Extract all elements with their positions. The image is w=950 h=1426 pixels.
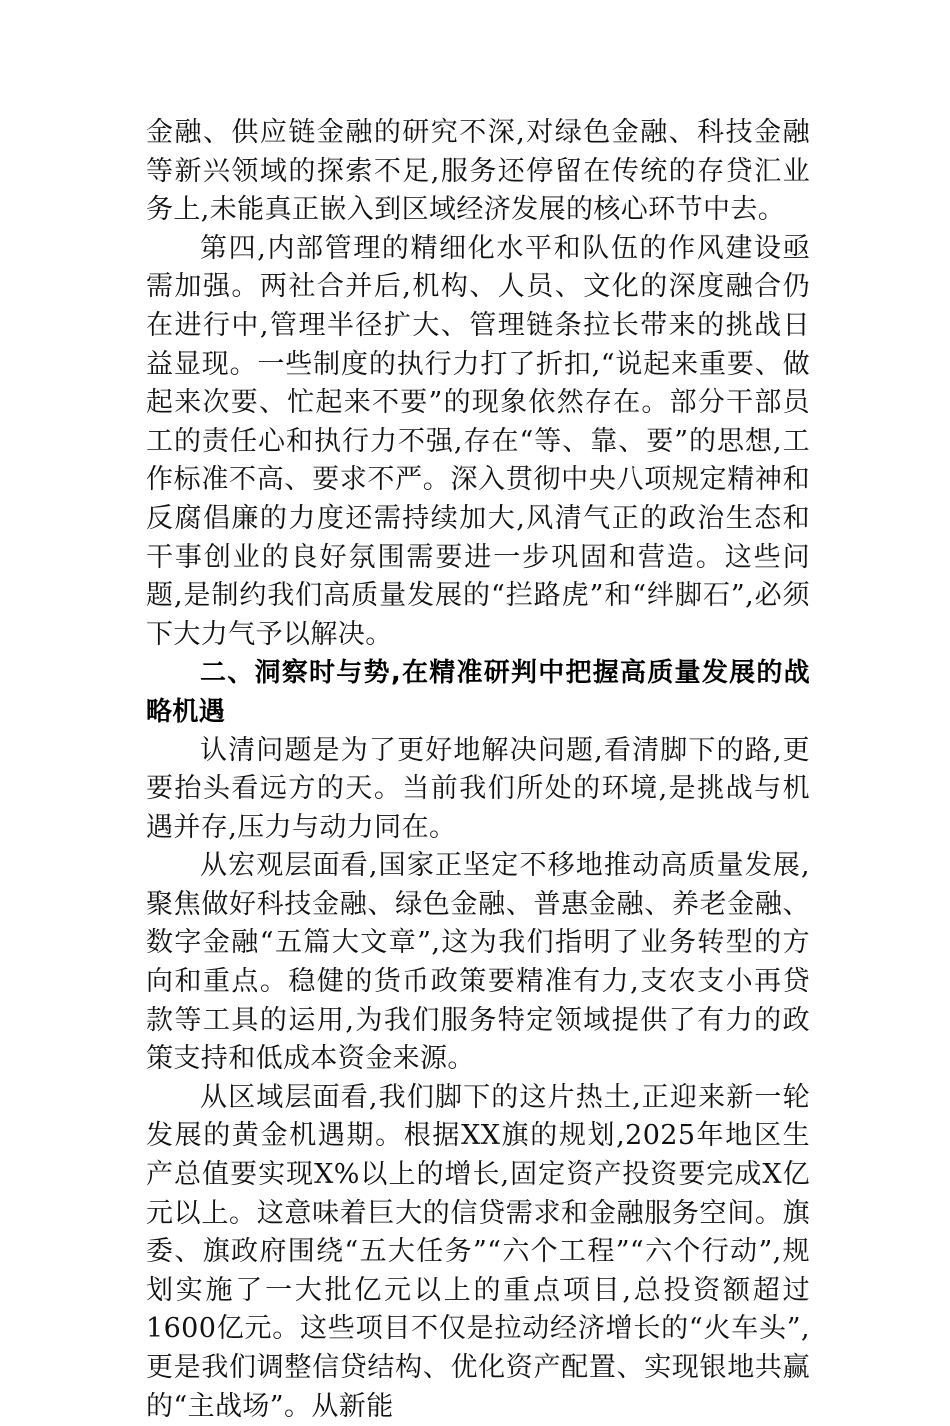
paragraph-regional-level: 从区域层面看,我们脚下的这片热土,正迎来新一轮发展的黄金机遇期。根据XX旗的规划,2025年地区生产总值要实现X%以上的增长,固定资产投资要完成X亿元以上。这意味着巨大的信贷需求和金融服务空间。旗委、旗政府围绕“五大任务”“六个工程”“六个行动”,规划实施了一大批亿元以上的重点项目,总投资额超过1600亿元。这些项目不仅是拉动经济增长的“火车头”,更是我们调整信贷结构、优化资产配置、实现银地共赢的“主战场”。从新能 <box>146 1081 810 1422</box>
paragraph-macro-level: 从宏观层面看,国家正坚定不移地推动高质量发展,聚焦做好科技金融、绿色金融、普惠金融、养老金融、数字金融“五篇大文章”,这为我们指明了业务转型的方向和重点。稳健的货币政策要精准有力,支农支小再贷款等工具的运用,为我们服务特定领域提供了有力的政策支持和低成本资金来源。 <box>146 850 810 1075</box>
paragraph-continuation: 金融、供应链金融的研究不深,对绿色金融、科技金融等新兴领域的探索不足,服务还停留在传统的存贷汇业务上,未能真正嵌入到区域经济发展的核心环节中去。 <box>146 117 810 226</box>
document-body <box>146 114 810 1426</box>
section-heading-2: 二、洞察时与势,在精准研判中把握高质量发展的战略机遇 <box>146 658 810 727</box>
paragraph-recognize-problems: 认清问题是为了更好地解决问题,看清脚下的路,更要抬头看远方的天。当前我们所处的环境,是挑战与机遇并存,压力与动力同在。 <box>146 734 810 843</box>
paragraph-internal-management: 第四,内部管理的精细化水平和队伍的作风建设亟需加强。两社合并后,机构、人员、文化的深度融合仍在进行中,管理半径扩大、管理链条拉长带来的挑战日益显现。一些制度的执行力打了折扣,“说起来重要、做起来次要、忙起来不要”的现象依然存在。部分干部员工的责任心和执行力不强,存在“等、靠、要”的思想,工作标准不高、要求不严。深入贯彻中央八项规定精神和反腐倡廉的力度还需持续加大,风清气正的政治生态和干事创业的良好氛围需要进一步巩固和营造。这些问题,是制约我们高质量发展的“拦路虎”和“绊脚石”,必须下大力气予以解决。 <box>146 232 810 650</box>
